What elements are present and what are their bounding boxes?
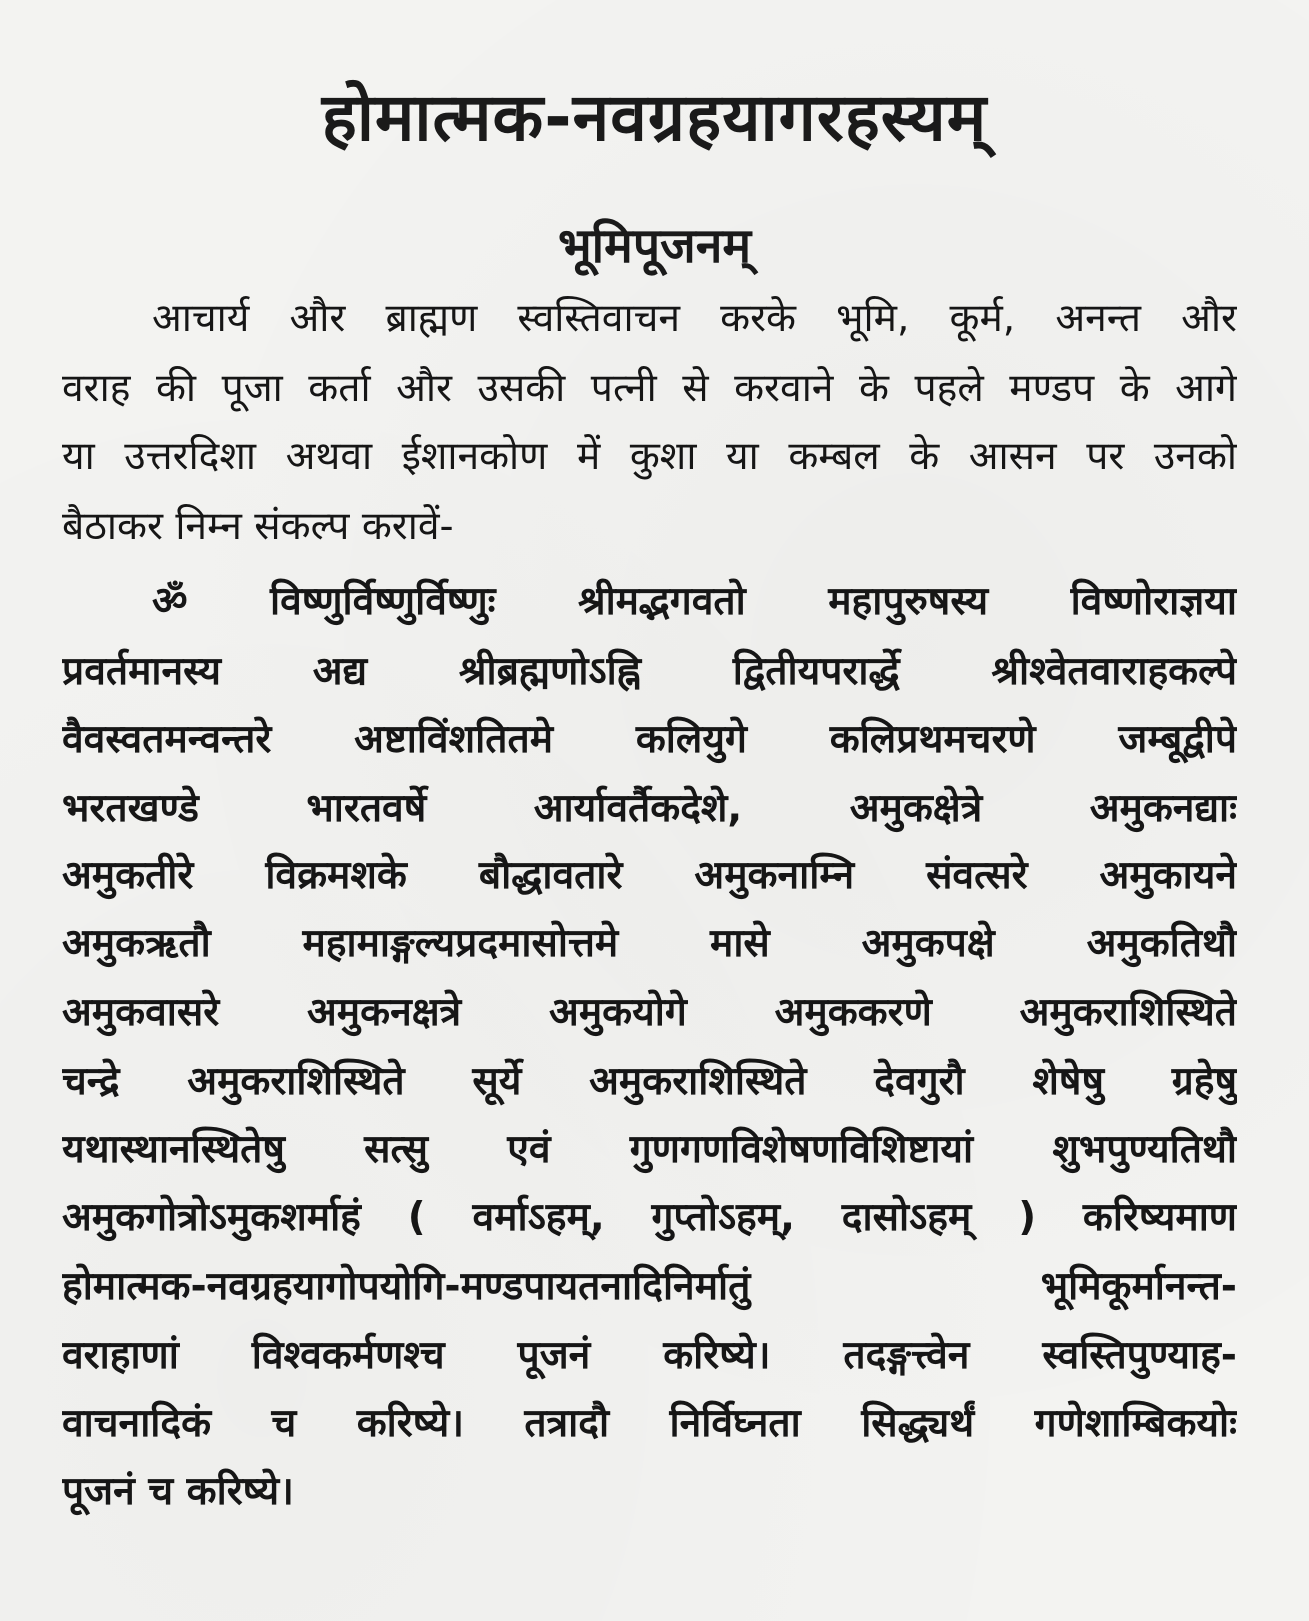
sankalpa-line: होमात्मक-नवग्रहयागोपयोगि-मण्डपायतनादिनिर्मातुं भूमिकूर्मानन्त-: [62, 1264, 1237, 1309]
sankalpa-line: वराहाणां विश्वकर्मणश्च पूजनं करिष्ये। तदङ्गत्त्वेन स्वस्तिपुण्याह-: [62, 1333, 1237, 1378]
intro-line: या उत्तरदिशा अथवा ईशानकोण में कुशा या कम्बल के आसन पर उनको: [62, 434, 1237, 479]
intro-line: आचार्य और ब्राह्मण स्वस्तिवाचन करके भूमि, कूर्म, अनन्त और: [152, 296, 1237, 341]
sankalpa-line: वैवस्वतमन्वन्तरे अष्टाविंशतितमे कलियुगे कलिप्रथमचरणे जम्बूद्वीपे: [62, 717, 1237, 762]
intro-line: वराह की पूजा कर्ता और उसकी पत्नी से करवाने के पहले मण्डप के आगे: [62, 366, 1237, 411]
sankalpa-line: अमुकगोत्रोऽमुकशर्माहं ( वर्माऽहम्, गुप्तोऽहम्, दासोऽहम् ) करिष्यमाण: [62, 1195, 1237, 1240]
intro-line: बैठाकर निम्न संकल्प करावें-: [62, 504, 454, 549]
sankalpa-line: ॐ विष्णुर्विष्णुर्विष्णुः श्रीमद्भगवतो महापुरुषस्य विष्णोराज्ञया: [152, 579, 1237, 624]
sankalpa-line: अमुकवासरे अमुकनक्षत्रे अमुकयोगे अमुककरणे अमुकराशिस्थिते: [62, 990, 1237, 1035]
sankalpa-line: भरतखण्डे भारतवर्षे आर्यावर्तैकदेशे, अमुकक्षेत्रे अमुकनद्याः: [62, 786, 1237, 831]
sankalpa-line: वाचनादिकं च करिष्ये। तत्रादौ निर्विघ्नता सिद्ध्यर्थं गणेशाम्बिकयोः: [62, 1401, 1237, 1446]
sankalpa-line: पूजनं च करिष्ये।: [62, 1469, 294, 1514]
sankalpa-line: यथास्थानस्थितेषु सत्सु एवं गुणगणविशेषणविशिष्टायां शुभपुण्यतिथौ: [62, 1127, 1237, 1172]
page-title: होमात्मक-नवग्रहयागरहस्यम्: [321, 79, 988, 156]
sankalpa-line: अमुकतीरे विक्रमशके बौद्धावतारे अमुकनाम्नि संवत्सरे अमुकायने: [62, 853, 1237, 898]
section-heading: भूमिपूजनम्: [557, 218, 752, 274]
sankalpa-line: अमुकऋतौ महामाङ्गल्यप्रदमासोत्तमे मासे अमुकपक्षे अमुकतिथौ: [62, 921, 1237, 966]
sankalpa-line: चन्द्रे अमुकराशिस्थिते सूर्ये अमुकराशिस्थिते देवगुरौ शेषेषु ग्रहेषु: [62, 1059, 1237, 1104]
sankalpa-line: प्रवर्तमानस्य अद्य श्रीब्रह्मणोऽह्नि द्वितीयपरार्द्धे श्रीश्वेतवाराहकल्पे: [62, 649, 1237, 694]
